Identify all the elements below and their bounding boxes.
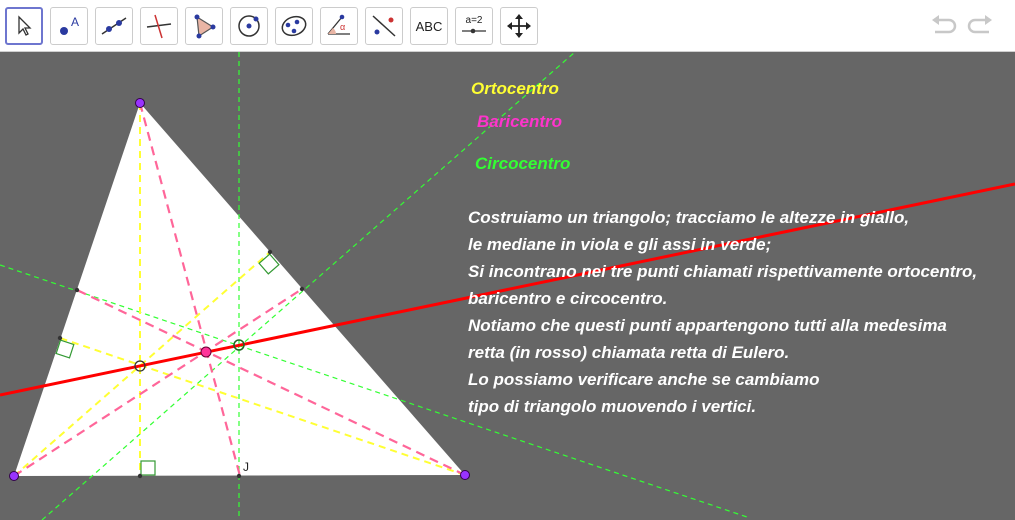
midpoint-point[interactable] (300, 287, 304, 291)
svg-text:a=2: a=2 (465, 15, 483, 26)
description-text[interactable] (468, 204, 977, 420)
foot-point[interactable] (138, 474, 142, 478)
orthocenter-label[interactable]: Ortocentro (471, 79, 559, 98)
reflect-tool-button[interactable] (365, 7, 403, 45)
slider-icon (458, 12, 490, 40)
midpoint-j[interactable] (237, 474, 241, 478)
undo-icon (929, 14, 957, 38)
text-tool-label: ABC (415, 18, 443, 34)
foot-point[interactable] (268, 250, 272, 254)
toolbar (0, 0, 1015, 52)
circle-tool-button[interactable] (230, 7, 268, 45)
circle-icon (234, 13, 264, 39)
slider-tool-button[interactable] (455, 7, 493, 45)
circumcenter-label[interactable]: Circocentro (475, 154, 571, 173)
description-line: tipo di triangolo muovendo i vertici. (468, 397, 757, 416)
reflect-icon (369, 13, 399, 39)
move-view-tool-button[interactable] (500, 7, 538, 45)
description-line: Notiamo che questi punti appartengono tutti alla medesima (468, 316, 947, 335)
move-arrows-icon (506, 13, 532, 39)
centroid-point[interactable] (201, 347, 211, 357)
description-line: Lo possiamo verificare anche se cambiamo (468, 370, 820, 389)
description-line: retta (in rosso) chiamata retta di Eulero. (468, 343, 790, 362)
perpendicular-icon (144, 13, 174, 39)
undo-button[interactable] (928, 12, 958, 40)
angle-icon (324, 13, 354, 39)
graphics-view[interactable] (0, 52, 1015, 520)
description-line: baricentro e circocentro. (468, 289, 668, 308)
polygon-icon (189, 13, 219, 39)
description-line: Costruiamo un triangolo; tracciamo le altezze in giallo, (468, 208, 910, 227)
vertex-a[interactable] (136, 99, 145, 108)
description-line: Si incontrano nei tre punti chiamati rispettivamente ortocentro, (468, 262, 978, 281)
point-icon (54, 13, 84, 39)
description-line: le mediane in viola e gli assi in verde; (468, 235, 772, 254)
text-tool-button[interactable] (410, 7, 448, 45)
redo-icon (967, 14, 995, 38)
svg-text:A: A (71, 15, 80, 29)
midpoint-point[interactable] (75, 288, 79, 292)
centroid-label[interactable]: Baricentro (477, 112, 563, 131)
line-icon (99, 13, 129, 39)
move-tool-button[interactable] (5, 7, 43, 45)
right-angle-marker (141, 461, 155, 475)
polygon-tool-button[interactable] (185, 7, 223, 45)
point-tool-button[interactable] (50, 7, 88, 45)
vertex-c[interactable] (461, 471, 470, 480)
point-label-j: J (243, 460, 249, 474)
foot-point[interactable] (58, 336, 62, 340)
svg-text:α: α (340, 22, 346, 32)
perpendicular-line-tool-button[interactable] (140, 7, 178, 45)
angle-tool-button[interactable] (320, 7, 358, 45)
line-tool-button[interactable] (95, 7, 133, 45)
conic-tool-button[interactable] (275, 7, 313, 45)
ellipse-icon (279, 13, 309, 39)
redo-button[interactable] (966, 12, 996, 40)
vertex-b[interactable] (10, 472, 19, 481)
cursor-arrow-icon (14, 15, 34, 37)
